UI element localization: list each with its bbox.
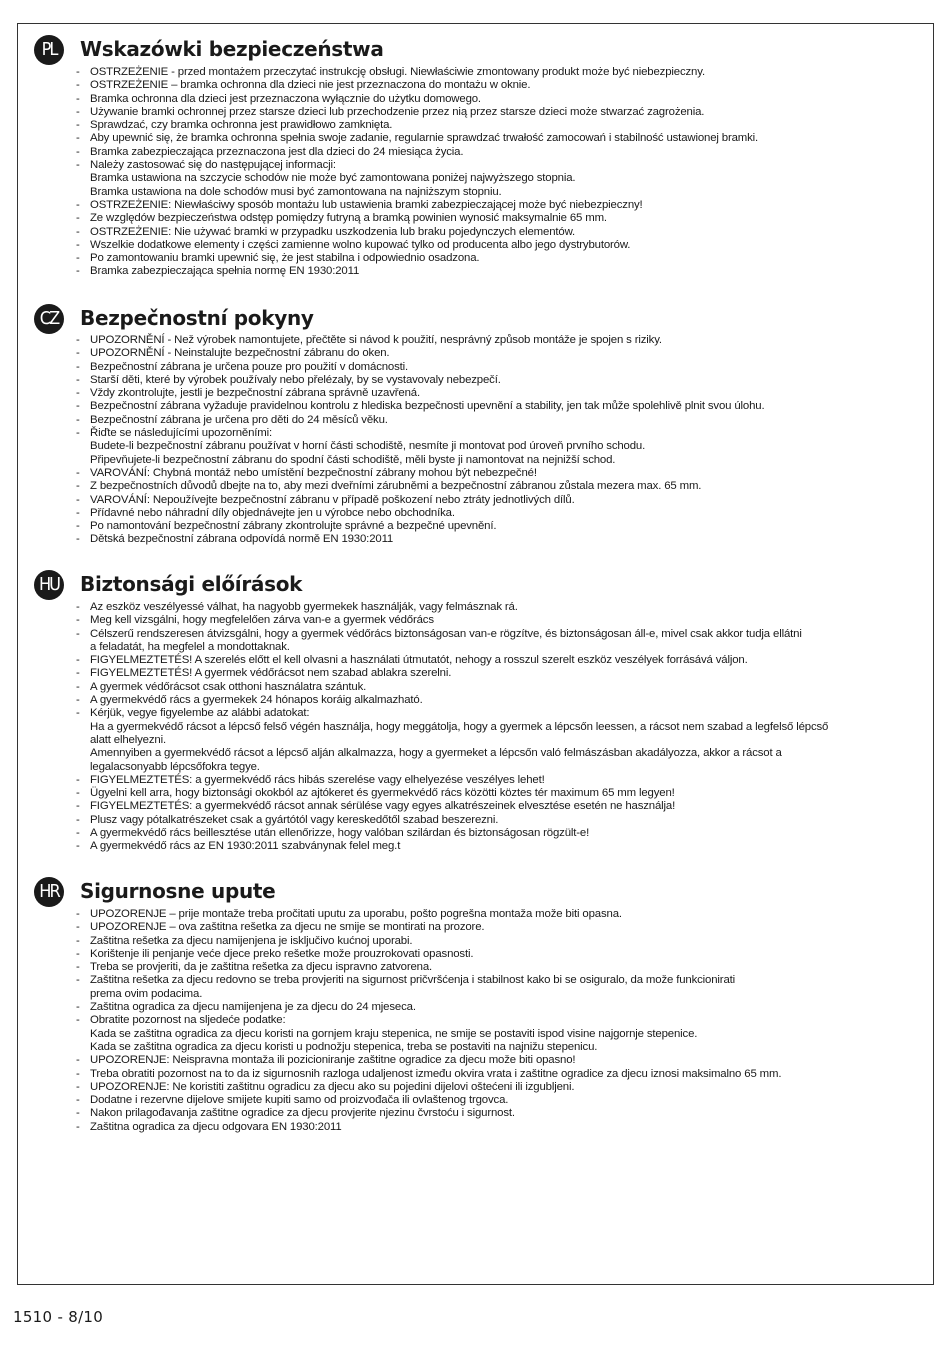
language-badge: CZ <box>34 304 64 334</box>
list-item: - Wszelkie dodatkowe elementy i części zamienne wolno kupować tylko od producenta albo jego dystrybutorów. <box>74 239 758 252</box>
list-item: - VAROVÁNÍ: Nepoužívejte bezpečnostní zábranu v případě poškození nebo ztráty jednotlivých dílů. <box>74 494 765 507</box>
section-heading <box>34 877 914 907</box>
list-item: - Po namontování bezpečnostní zábrany zkontrolujte správné a bezpečné upevnění. <box>74 520 765 533</box>
list-item: - A gyermekvédő rács a gyermekek 24 hónapos koráig alkalmazható. <box>74 694 828 707</box>
list-item: - Zaštitna rešetka za djecu namijenjena je isključivo kućnoj uporabi. <box>74 935 781 948</box>
section-heading <box>34 35 914 65</box>
list-item: - Az eszköz veszélyessé válhat, ha nagyobb gyermekek használják, vagy felmásznak rá. <box>74 601 828 614</box>
list-item: - Ügyelni kell arra, hogy biztonsági okokból az ajtókeret és gyermekvédő rács közötti köztes tér maximum 65 mm legyen! <box>74 787 828 800</box>
list-item: - Dětská bezpečnostní zábrana odpovídá normě EN 1930:2011 <box>74 533 765 546</box>
section-title: Wskazówki bezpieczeństwa <box>80 37 384 61</box>
list-item: - Bezpečnostní zábrana je určena pro děti do 24 měsíců věku. <box>74 414 765 427</box>
list-item: - A gyermekvédő rács beillesztése után ellenőrizze, hogy valóban szilárdan és biztonságosan rögzült-e! <box>74 827 828 840</box>
list-item: - Zaštitna ogradica za djecu odgovara EN 1930:2011 <box>74 1121 781 1134</box>
list-item: - OSTRZEŻENIE: Niewłaściwy sposób montażu lub ustawienia bramki zabezpieczającej może być niebezpieczny! <box>74 199 758 212</box>
list-item: - UPOZORENJE: Ne koristiti zaštitnu ogradicu za djecu ako su pojedini dijelovi oštećeni ili izgubljeni. <box>74 1081 781 1094</box>
list-item: - FIGYELMEZTETÉS! A gyermek védőrácsot nem szabad ablakra szerelni. <box>74 667 828 680</box>
language-badge: PL <box>34 35 64 65</box>
section-cz <box>34 304 914 546</box>
section-hu <box>34 570 914 853</box>
section-pl <box>34 35 914 278</box>
list-item: - Bezpečnostní zábrana vyžaduje pravidelnou kontrolu z hlediska bezpečnosti upevnění a stability, jen tak může spolehlivě plnit svou úlohu. <box>74 400 765 413</box>
list-item: - Kérjük, vegye figyelembe az alábbi adatokat: Ha a gyermekvédő rácsot a lépcső felső végén használja, hogy meggátolja, hogy a gyermek a lépcsőn leessen, a rácsot nem szabad a legfelső lépcső alatt elhelyezni. Amennyiben a gyermekvédő rácsot a lépcső alján alkalmazza, hogy a gyermeket a lépcsőn való felmászásban akadályozza, akkor a rácsot a legalacsonyabb lépcsőfokra tegye. <box>74 707 828 773</box>
list-item: - Obratite pozornost na sljedeće podatke: Kada se zaštitna ogradica za djecu koristi na gornjem kraju stepenica, ne smije se postaviti ispod visine najgornje stepenice. Kada se zaštitna ogradica za djecu koristi u podnožju stepenica, treba se postaviti na najnižu stepenicu. <box>74 1014 781 1054</box>
list-item: - FIGYELMEZTETÉS: a gyermekvédő rácsot annak sérülése vagy egyes alkatrészeinek elvesztése esetén ne használja! <box>74 800 828 813</box>
list-item: - Bramka zabezpieczająca przeznaczona jest dla dzieci do 24 miesiąca życia. <box>74 146 758 159</box>
list-item: - OSTRZEŻENIE – bramka ochronna dla dzieci nie jest przeznaczona do montażu w oknie. <box>74 79 758 92</box>
section-title: Sigurnosne upute <box>80 879 276 903</box>
list-item: - Vždy zkontrolujte, jestli je bezpečnostní zábrana správně uzavřená. <box>74 387 765 400</box>
list-item: - OSTRZEŻENIE - przed montażem przeczytać instrukcję obsługi. Niewłaściwie zmontowany produkt może być niebezpieczny. <box>74 66 758 79</box>
list-item: - Plusz vagy pótalkatrészeket csak a gyártótól vagy kereskedőtől szabad beszerezni. <box>74 814 828 827</box>
list-item: - Dodatne i rezervne dijelove smijete kupiti samo od proizvođača ili ovlaštenog trgovca. <box>74 1094 781 1107</box>
list-item: - UPOZORENJE: Neispravna montaža ili pozicioniranje zaštitne ogradice za djecu može biti opasno! <box>74 1054 781 1067</box>
list-item: - Řiďte se následujícími upozorněními: Budete-li bezpečnostní zábranu používat v horní části schodiště, nesmíte ji montovat pod úroveň prvního schodu. Připevňujete-li bezpečnostní zábranu do spodní části schodiště, měli byste ji namontovat na nejnižší schod. <box>74 427 765 467</box>
list-item: - Bramka ochronna dla dzieci jest przeznaczona wyłącznie do użytku domowego. <box>74 93 758 106</box>
list-item: - FIGYELMEZTETÉS! A szerelés előtt el kell olvasni a használati útmutatót, nehogy a rosszul szerelt eszköz veszélyek forrásává váljon. <box>74 654 828 667</box>
list-item: - Należy zastosować się do następującej informacji: Bramka ustawiona na szczycie schodów nie może być zamontowana poniżej najwyższego stopnia. Bramka ustawiona na dole schodów musi być zamontowana na najniższym stopniu. <box>74 159 758 199</box>
list-item: - Célszerű rendszeresen átvizsgálni, hogy a gyermek védőrács biztonságosan van-e rögzítve, és biztonságosan áll-e, mivel csak akkor tudja ellátni a feladatát, ha megfelel a mondottaknak. <box>74 628 828 655</box>
list-item: - A gyermek védőrácsot csak otthoni használatra szántuk. <box>74 681 828 694</box>
list-item: - UPOZORENJE – ova zaštitna rešetka za djecu ne smije se montirati na prozore. <box>74 921 781 934</box>
list-item: - UPOZORENJE – prije montaže treba pročitati uputu za uporabu, pošto pogrešna montaža može biti opasna. <box>74 908 781 921</box>
section-heading <box>34 570 914 600</box>
list-item: - Aby upewnić się, że bramka ochronna spełnia swoje zadanie, regularnie sprawdzać trwałość zamocowań i stabilność ustawionej bramki. <box>74 132 758 145</box>
list-item: - Z bezpečnostních důvodů dbejte na to, aby mezi dveřními zárubněmi a bezpečnostní zábranou zůstala mezera max. 65 mm. <box>74 480 765 493</box>
list-item: - UPOZORNĚNÍ - Než výrobek namontujete, přečtěte si návod k použití, nesprávný způsob montáže je spojen s riziky. <box>74 334 765 347</box>
page-number: 1510 - 8/10 <box>13 1308 104 1326</box>
language-badge: HU <box>34 570 64 600</box>
list-item: - Po zamontowaniu bramki upewnić się, że jest stabilna i odpowiednio osadzona. <box>74 252 758 265</box>
safety-list <box>74 908 781 1134</box>
list-item: - Zaštitna ogradica za djecu namijenjena je za djecu do 24 mjeseca. <box>74 1001 781 1014</box>
safety-list <box>74 601 828 854</box>
list-item: - Meg kell vizsgálni, hogy megfelelően zárva van-e a gyermek védőrács <box>74 614 828 627</box>
list-item: - A gyermekvédő rács az EN 1930:2011 szabványnak felel meg.t <box>74 840 828 853</box>
list-item: - Přídavné nebo náhradní díly objednávejte jen u výrobce nebo obchodníka. <box>74 507 765 520</box>
list-item: - Korištenje ili penjanje veće djece preko rešetke može prouzrokovati opasnosti. <box>74 948 781 961</box>
list-item: - FIGYELMEZTETÉS: a gyermekvédő rács hibás szerelése vagy elhelyezése veszélyes lehet! <box>74 774 828 787</box>
list-item: - Starší děti, které by výrobek používaly nebo přelézaly, by se vystavovaly nebezpečí. <box>74 374 765 387</box>
list-item: - Używanie bramki ochronnej przez starsze dzieci lub przechodzenie przez nią przez starsze dzieci może stwarzać zagrożenia. <box>74 106 758 119</box>
list-item: - Zaštitna rešetka za djecu redovno se treba provjeriti na sigurnost pričvršćenja i stabilnost kako bi se osiguralo, da može funkcionirati prema ovim podacima. <box>74 974 781 1001</box>
section-title: Bezpečnostní pokyny <box>80 306 314 330</box>
section-heading <box>34 304 914 334</box>
section-hr <box>34 877 914 1133</box>
section-title: Biztonsági előírások <box>80 572 303 596</box>
list-item: - UPOZORNĚNÍ - Neinstalujte bezpečnostní zábranu do oken. <box>74 347 765 360</box>
list-item: - Bramka zabezpieczająca spełnia normę EN 1930:2011 <box>74 265 758 278</box>
list-item: - Treba se provjeriti, da je zaštitna rešetka za djecu ispravno zatvorena. <box>74 961 781 974</box>
list-item: - Nakon prilagođavanja zaštitne ogradice za djecu provjerite njezinu čvrstoću i sigurnost. <box>74 1107 781 1120</box>
safety-list <box>74 66 758 279</box>
list-item: - VAROVÁNÍ: Chybná montáž nebo umístění bezpečnostní zábrany mohou být nebezpečné! <box>74 467 765 480</box>
list-item: - Sprawdzać, czy bramka ochronna jest prawidłowo zamknięta. <box>74 119 758 132</box>
safety-list <box>74 334 765 547</box>
list-item: - Treba obratiti pozornost na to da iz sigurnosnih razloga udaljenost između okvira vrata i zaštitne ogradice za djecu iznosi maksimalno 65 mm. <box>74 1068 781 1081</box>
list-item: - Bezpečnostní zábrana je určena pouze pro použití v domácnosti. <box>74 361 765 374</box>
list-item: - Ze względów bezpieczeństwa odstęp pomiędzy futryną a bramką powinien wynosić maksymalnie 65 mm. <box>74 212 758 225</box>
list-item: - OSTRZEŻENIE: Nie używać bramki w przypadku uszkodzenia lub braku pojedynczych elementów. <box>74 226 758 239</box>
language-badge: HR <box>34 877 64 907</box>
